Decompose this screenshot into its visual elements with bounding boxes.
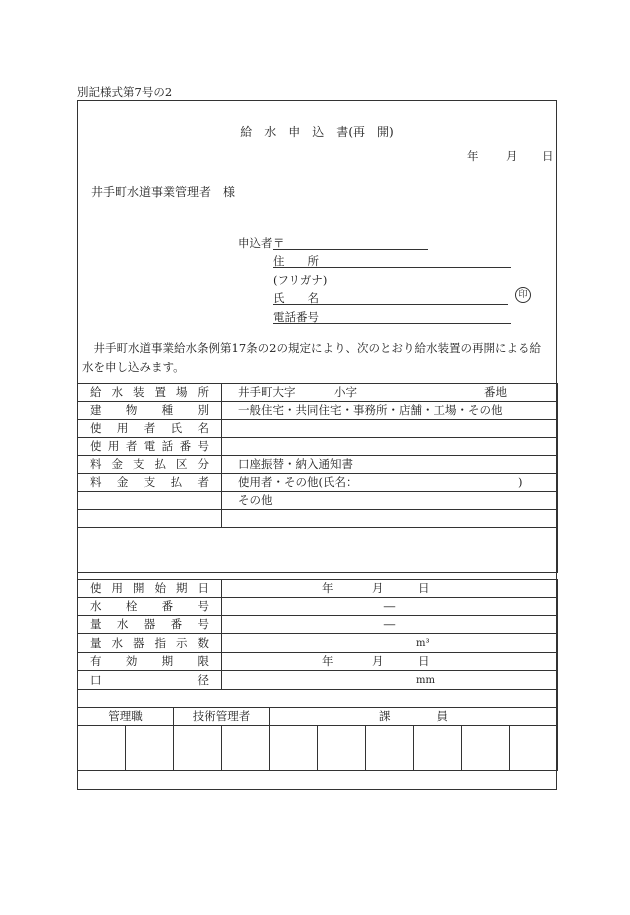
table-row xyxy=(78,653,558,671)
body-text xyxy=(82,339,552,377)
row-label: 料金支払者 xyxy=(78,474,222,492)
stamp-cell[interactable] xyxy=(462,726,510,771)
stamp-cell[interactable] xyxy=(222,726,270,771)
approval-table xyxy=(77,707,558,771)
stamp-cell[interactable] xyxy=(318,726,366,771)
start-date-value[interactable]: 年 月 日 xyxy=(222,580,558,598)
phone-label: 電話番号 xyxy=(273,310,319,324)
address-field[interactable] xyxy=(273,253,511,268)
furigana-label: (フリガナ) xyxy=(273,273,328,287)
table-row xyxy=(78,438,558,456)
row-label: 有効期限 xyxy=(78,653,222,671)
table-row xyxy=(78,726,558,771)
table-row xyxy=(78,402,558,420)
table-row xyxy=(78,474,558,492)
postal-code-field[interactable] xyxy=(273,235,428,250)
blank-cell[interactable] xyxy=(78,510,222,528)
stamp-cell[interactable] xyxy=(414,726,462,771)
row-label: 使用者氏名 xyxy=(78,420,222,438)
stamp-cell[interactable] xyxy=(174,726,222,771)
date-day: 日 xyxy=(542,149,554,163)
stamp-cell[interactable] xyxy=(126,726,174,771)
diameter-value[interactable]: mm xyxy=(222,671,558,690)
title-main: 給 水 申 込 書 xyxy=(240,125,349,139)
user-phone-value[interactable] xyxy=(222,438,558,456)
table-row xyxy=(78,634,558,653)
stamp-cell[interactable] xyxy=(270,726,318,771)
notes-area[interactable] xyxy=(78,528,558,573)
meter-reading-value[interactable]: m³ xyxy=(222,634,558,653)
addressee: 井手町水道事業管理者 様 xyxy=(91,185,236,199)
table-row xyxy=(78,420,558,438)
stamp-cell[interactable] xyxy=(366,726,414,771)
body-line-1: 井手町水道事業給水条例第17条の2の規定により、次のとおり給水装置の再開による給 xyxy=(93,341,541,355)
section-staff-header: 課 員 xyxy=(270,708,558,726)
table-row xyxy=(78,384,558,402)
table-row xyxy=(78,598,558,616)
payment-method-value[interactable]: 口座振替・納入通知書 xyxy=(222,456,558,474)
table-row xyxy=(78,616,558,634)
table-row xyxy=(78,708,558,726)
blank-cell[interactable] xyxy=(222,510,558,528)
row-label: 給水装置場所 xyxy=(78,384,222,402)
form-id: 別記様式第7号の2 xyxy=(77,85,173,99)
title-suffix: (再 開) xyxy=(348,125,394,139)
application-form xyxy=(77,100,557,790)
seal-mark: 印 xyxy=(515,287,531,303)
payer-value[interactable]: 使用者・その他(氏名： ) xyxy=(222,474,558,492)
row-label: 口径 xyxy=(78,671,222,690)
name-field[interactable] xyxy=(273,290,508,305)
row-label: 使用開始期日 xyxy=(78,580,222,598)
postal-mark: 〒 xyxy=(273,236,285,250)
address-label: 住 所 xyxy=(273,254,319,268)
stamp-cell[interactable] xyxy=(510,726,558,771)
location-value[interactable]: 井手町大字 小字 番地 xyxy=(222,384,558,402)
faucet-number-value[interactable]: ― xyxy=(222,598,558,616)
row-label xyxy=(78,492,222,510)
blank-row[interactable] xyxy=(78,690,558,708)
row-label: 料金支払区分 xyxy=(78,456,222,474)
user-name-value[interactable] xyxy=(222,420,558,438)
row-label: 量水器指示数 xyxy=(78,634,222,653)
payer-other-value[interactable]: その他 xyxy=(222,492,558,510)
stamp-cell[interactable] xyxy=(78,726,126,771)
table-row xyxy=(78,690,558,708)
upper-table xyxy=(77,383,558,573)
row-label: 量水器番号 xyxy=(78,616,222,634)
table-row xyxy=(78,528,558,573)
date-year: 年 xyxy=(467,149,479,163)
manager-header: 管理職 xyxy=(78,708,174,726)
table-row xyxy=(78,671,558,690)
building-type-value[interactable]: 一般住宅・共同住宅・事務所・店舗・工場・その他 xyxy=(222,402,558,420)
row-label: 使用者電話番号 xyxy=(78,438,222,456)
expiry-date-value[interactable]: 年 月 日 xyxy=(222,653,558,671)
row-label: 建物種別 xyxy=(78,402,222,420)
table-row xyxy=(78,456,558,474)
table-row xyxy=(78,580,558,598)
form-title xyxy=(78,123,556,140)
applicant-label: 申込者 xyxy=(238,236,273,250)
table-row xyxy=(78,510,558,528)
tech-manager-header: 技術管理者 xyxy=(174,708,270,726)
row-label: 水栓番号 xyxy=(78,598,222,616)
date-month: 月 xyxy=(506,149,518,163)
meter-number-value[interactable]: ― xyxy=(222,616,558,634)
phone-field[interactable] xyxy=(273,309,511,324)
table-row xyxy=(78,492,558,510)
lower-table xyxy=(77,579,558,708)
body-line-2: 水を申し込みます。 xyxy=(82,360,185,374)
name-label: 氏 名 xyxy=(273,291,319,305)
